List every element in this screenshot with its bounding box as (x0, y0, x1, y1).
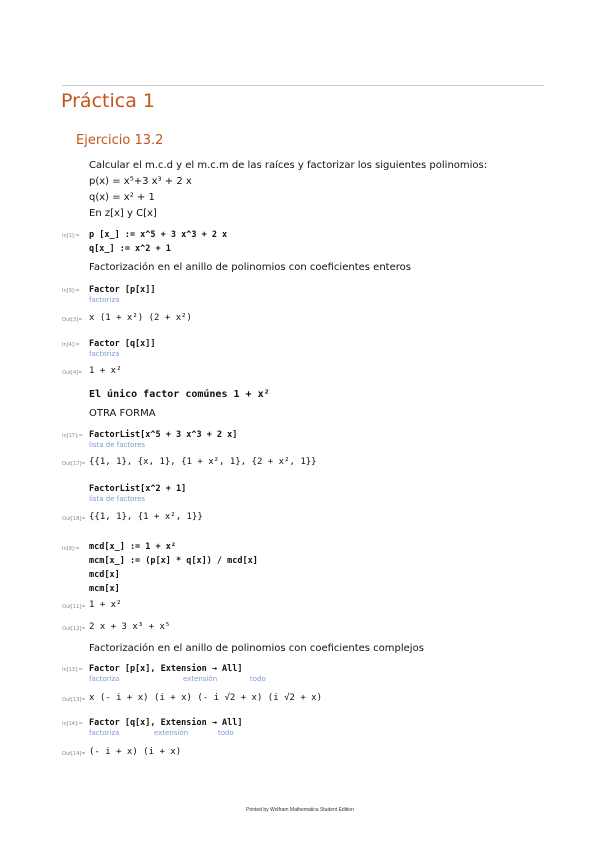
input-label: In[14]:= (62, 721, 83, 727)
output-label: Out[18]= (62, 516, 86, 522)
suggestion-link[interactable]: factoriza (89, 729, 120, 737)
input-cell[interactable]: Factor [p[x], Extension → All] (89, 664, 243, 674)
input-cell[interactable]: Factor [q[x]] (89, 339, 156, 349)
header-rule (62, 85, 544, 86)
input-label: In[9]:= (62, 546, 80, 552)
output-label: Out[17]= (62, 461, 86, 467)
input-cell[interactable]: q[x_] := x^2 + 1 (89, 244, 171, 254)
output-cell: (- i + x) (i + x) (89, 747, 182, 757)
suggestion-link[interactable]: factoriza (89, 675, 120, 683)
section-title: Ejercicio 13.2 (76, 133, 164, 148)
output-label: Out[14]= (62, 751, 86, 757)
print-footer: Printed by Wolfram Mathematica Student Edition (246, 807, 354, 813)
input-cell[interactable]: p [x_] := x^5 + 3 x^3 + 2 x (89, 230, 228, 240)
polynomial-p: p(x) = x⁵+3 x³ + 2 x (89, 176, 192, 187)
output-cell: 2 x + 3 x³ + x⁵ (89, 622, 171, 632)
input-cell[interactable]: Factor [p[x]] (89, 285, 156, 295)
suggestion-link[interactable]: factoriza (89, 350, 120, 358)
input-cell[interactable]: FactorList[x^2 + 1] (89, 484, 187, 494)
input-cell[interactable]: mcm[x_] := (p[x] * q[x]) / mcd[x] (89, 556, 258, 566)
text-cell: Factorización en el anillo de polinomios con coeficientes enteros (89, 262, 411, 273)
suggestion-link[interactable]: lista de factores (89, 495, 146, 503)
text-cell: OTRA FORMA (89, 408, 156, 419)
output-cell: {{1, 1}, {1 + x², 1}} (89, 512, 203, 522)
input-label: In[4]:= (62, 342, 80, 348)
output-cell: {{1, 1}, {x, 1}, {1 + x², 1}, {2 + x², 1}} (89, 457, 317, 467)
suggestion-link[interactable]: todo (250, 675, 266, 683)
common-factor-text: El único factor comúnes 1 + x² (89, 389, 270, 400)
text-cell: Factorización en el anillo de polinomios con coeficientes complejos (89, 643, 424, 654)
output-cell: 1 + x² (89, 600, 122, 610)
page-title: Práctica 1 (61, 90, 155, 112)
output-label: Out[4]= (62, 370, 83, 376)
polynomial-q: q(x) = x² + 1 (89, 192, 155, 203)
suggestion-link[interactable]: extensión (154, 729, 189, 737)
output-label: Out[12]= (62, 626, 86, 632)
output-cell: 1 + x² (89, 366, 122, 376)
input-label: In[13]:= (62, 667, 83, 673)
input-cell[interactable]: mcd[x_] := 1 + x² (89, 542, 176, 552)
rings-text: En z[x] y C[x] (89, 208, 157, 219)
suggestion-link[interactable]: factoriza (89, 296, 120, 304)
input-cell[interactable]: mcm[x] (89, 584, 120, 594)
output-label: Out[11]= (62, 604, 86, 610)
output-label: Out[3]= (62, 317, 83, 323)
input-label: In[3]:= (62, 288, 80, 294)
suggestion-link[interactable]: extensión (183, 675, 218, 683)
input-cell[interactable]: FactorList[x^5 + 3 x^3 + 2 x] (89, 430, 238, 440)
suggestion-link[interactable]: lista de factores (89, 441, 146, 449)
input-label: In[17]:= (62, 433, 83, 439)
output-cell: x (1 + x²) (2 + x²) (89, 313, 192, 323)
output-label: Out[13]= (62, 697, 86, 703)
input-cell[interactable]: Factor [q[x], Extension → All] (89, 718, 243, 728)
output-cell: x (- i + x) (i + x) (- i √2 + x) (i √2 + x) (89, 693, 322, 703)
intro-text: Calcular el m.c.d y el m.c.m de las raíces y factorizar los siguientes polinomios: (89, 160, 488, 171)
input-cell[interactable]: mcd[x] (89, 570, 120, 580)
suggestion-link[interactable]: todo (218, 729, 234, 737)
input-label: In[1]:= (62, 233, 80, 239)
